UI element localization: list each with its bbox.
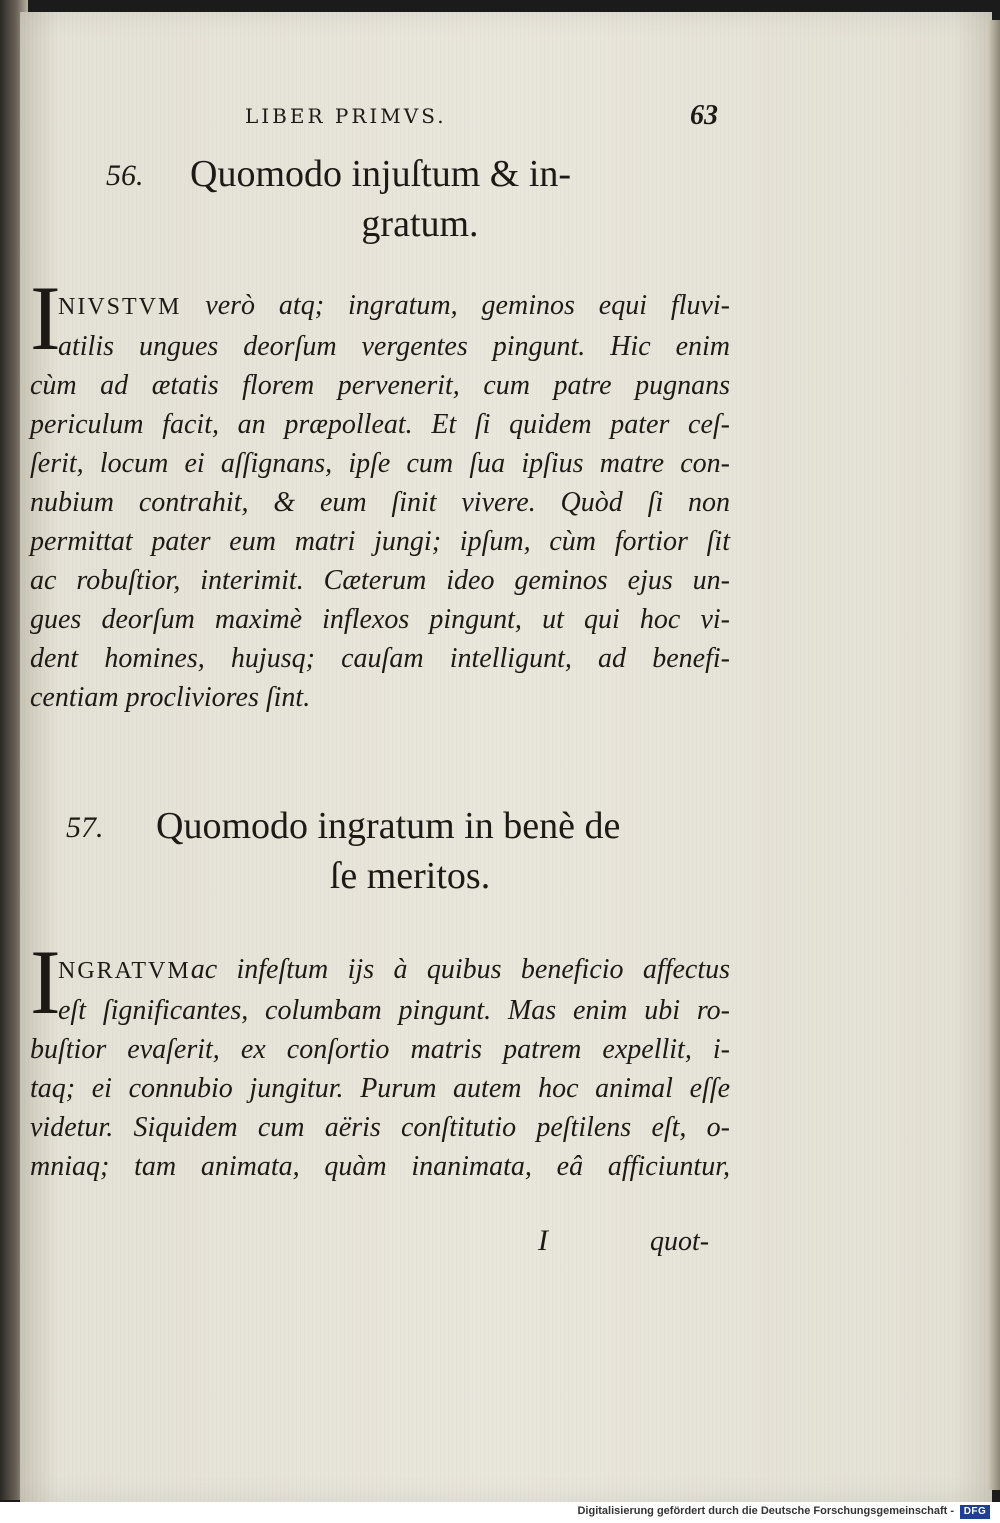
- text-line: taq; ei connubio jungitur. Purum autem hoc animal eſſe: [30, 1073, 730, 1104]
- smallcaps-word: NGRATVM: [58, 958, 191, 984]
- section-57-number: 57.: [66, 811, 104, 844]
- dropcap: I: [30, 267, 61, 369]
- text-line: dent homines, hujusq; cauſam intelligunt, ad benefi-: [30, 643, 730, 674]
- text-line: periculum facit, an præpolleat. Et ſi quidem pater ceſ-: [30, 409, 730, 440]
- footer-credit: Digitalisierung gefördert durch die Deutsche Forschungsgemeinschaft -: [577, 1505, 954, 1517]
- section-57-heading-line2: ſe meritos.: [329, 855, 491, 897]
- text-line: [30, 950, 730, 991]
- section-56-paragraph: [30, 267, 731, 717]
- section-57-heading: [60, 802, 680, 900]
- text-line: videtur. Siquidem cum aëris conſtitutio peſtilens eſt, o-: [30, 1112, 730, 1143]
- dropcap: I: [30, 931, 61, 1033]
- smallcaps-word: NIVSTVM: [58, 294, 182, 320]
- text-line: cùm ad ætatis florem pervenerit, cum patre pugnans: [30, 370, 730, 401]
- text-line: permittat pater eum matri jungi; ipſum, cùm fortior ſit: [30, 526, 730, 557]
- text-line: ſerit, locum ei aſſignans, ipſe cum ſua ipſius matre con-: [30, 448, 730, 479]
- section-57-paragraph: [30, 931, 730, 1186]
- section-57-heading-line1: Quomodo ingratum in benè de: [156, 805, 621, 847]
- catchword: quot-: [650, 1226, 710, 1257]
- page-number: 63: [690, 100, 718, 131]
- text-line: ac robuſtior, interimit. Cæterum ideo geminos ejus un-: [30, 565, 730, 596]
- page-edge: [988, 20, 1000, 1490]
- section-56-heading-line2: gratum.: [361, 203, 479, 245]
- text-line: centiam procliviores ſint.: [30, 682, 311, 713]
- dfg-logo[interactable]: DFG: [960, 1505, 990, 1519]
- text-line: eſt ſignificantes, columbam pingunt. Mas enim ubi ro-: [58, 995, 730, 1026]
- section-56-number: 56.: [106, 159, 144, 192]
- section-56-heading-line1: Quomodo injuſtum & in-: [190, 153, 572, 195]
- text-line: [30, 286, 730, 327]
- signature-mark: I: [538, 1224, 548, 1257]
- text-line: nubium contrahit, & eum ſinit vivere. Quòd ſi non: [30, 487, 730, 518]
- text-line-content: ac infeſtum ijs à quibus beneficio affectus: [190, 954, 730, 985]
- text-line-content: verò atq; ingratum, geminos equi fluvi-: [205, 290, 731, 321]
- text-line: atilis ungues deorſum vergentes pingunt. Hic enim: [58, 331, 730, 362]
- section-56-heading: [100, 150, 620, 248]
- text-line: buſtior evaſerit, ex conſortio matris patrem expellit, i-: [30, 1034, 730, 1065]
- text-line: gues deorſum maximè inflexos pingunt, ut qui hoc vi-: [30, 604, 730, 635]
- text-line: mniaq; tam animata, quàm inanimata, eâ afficiuntur,: [30, 1151, 730, 1182]
- running-head: LIBER PRIMVS.: [245, 104, 447, 128]
